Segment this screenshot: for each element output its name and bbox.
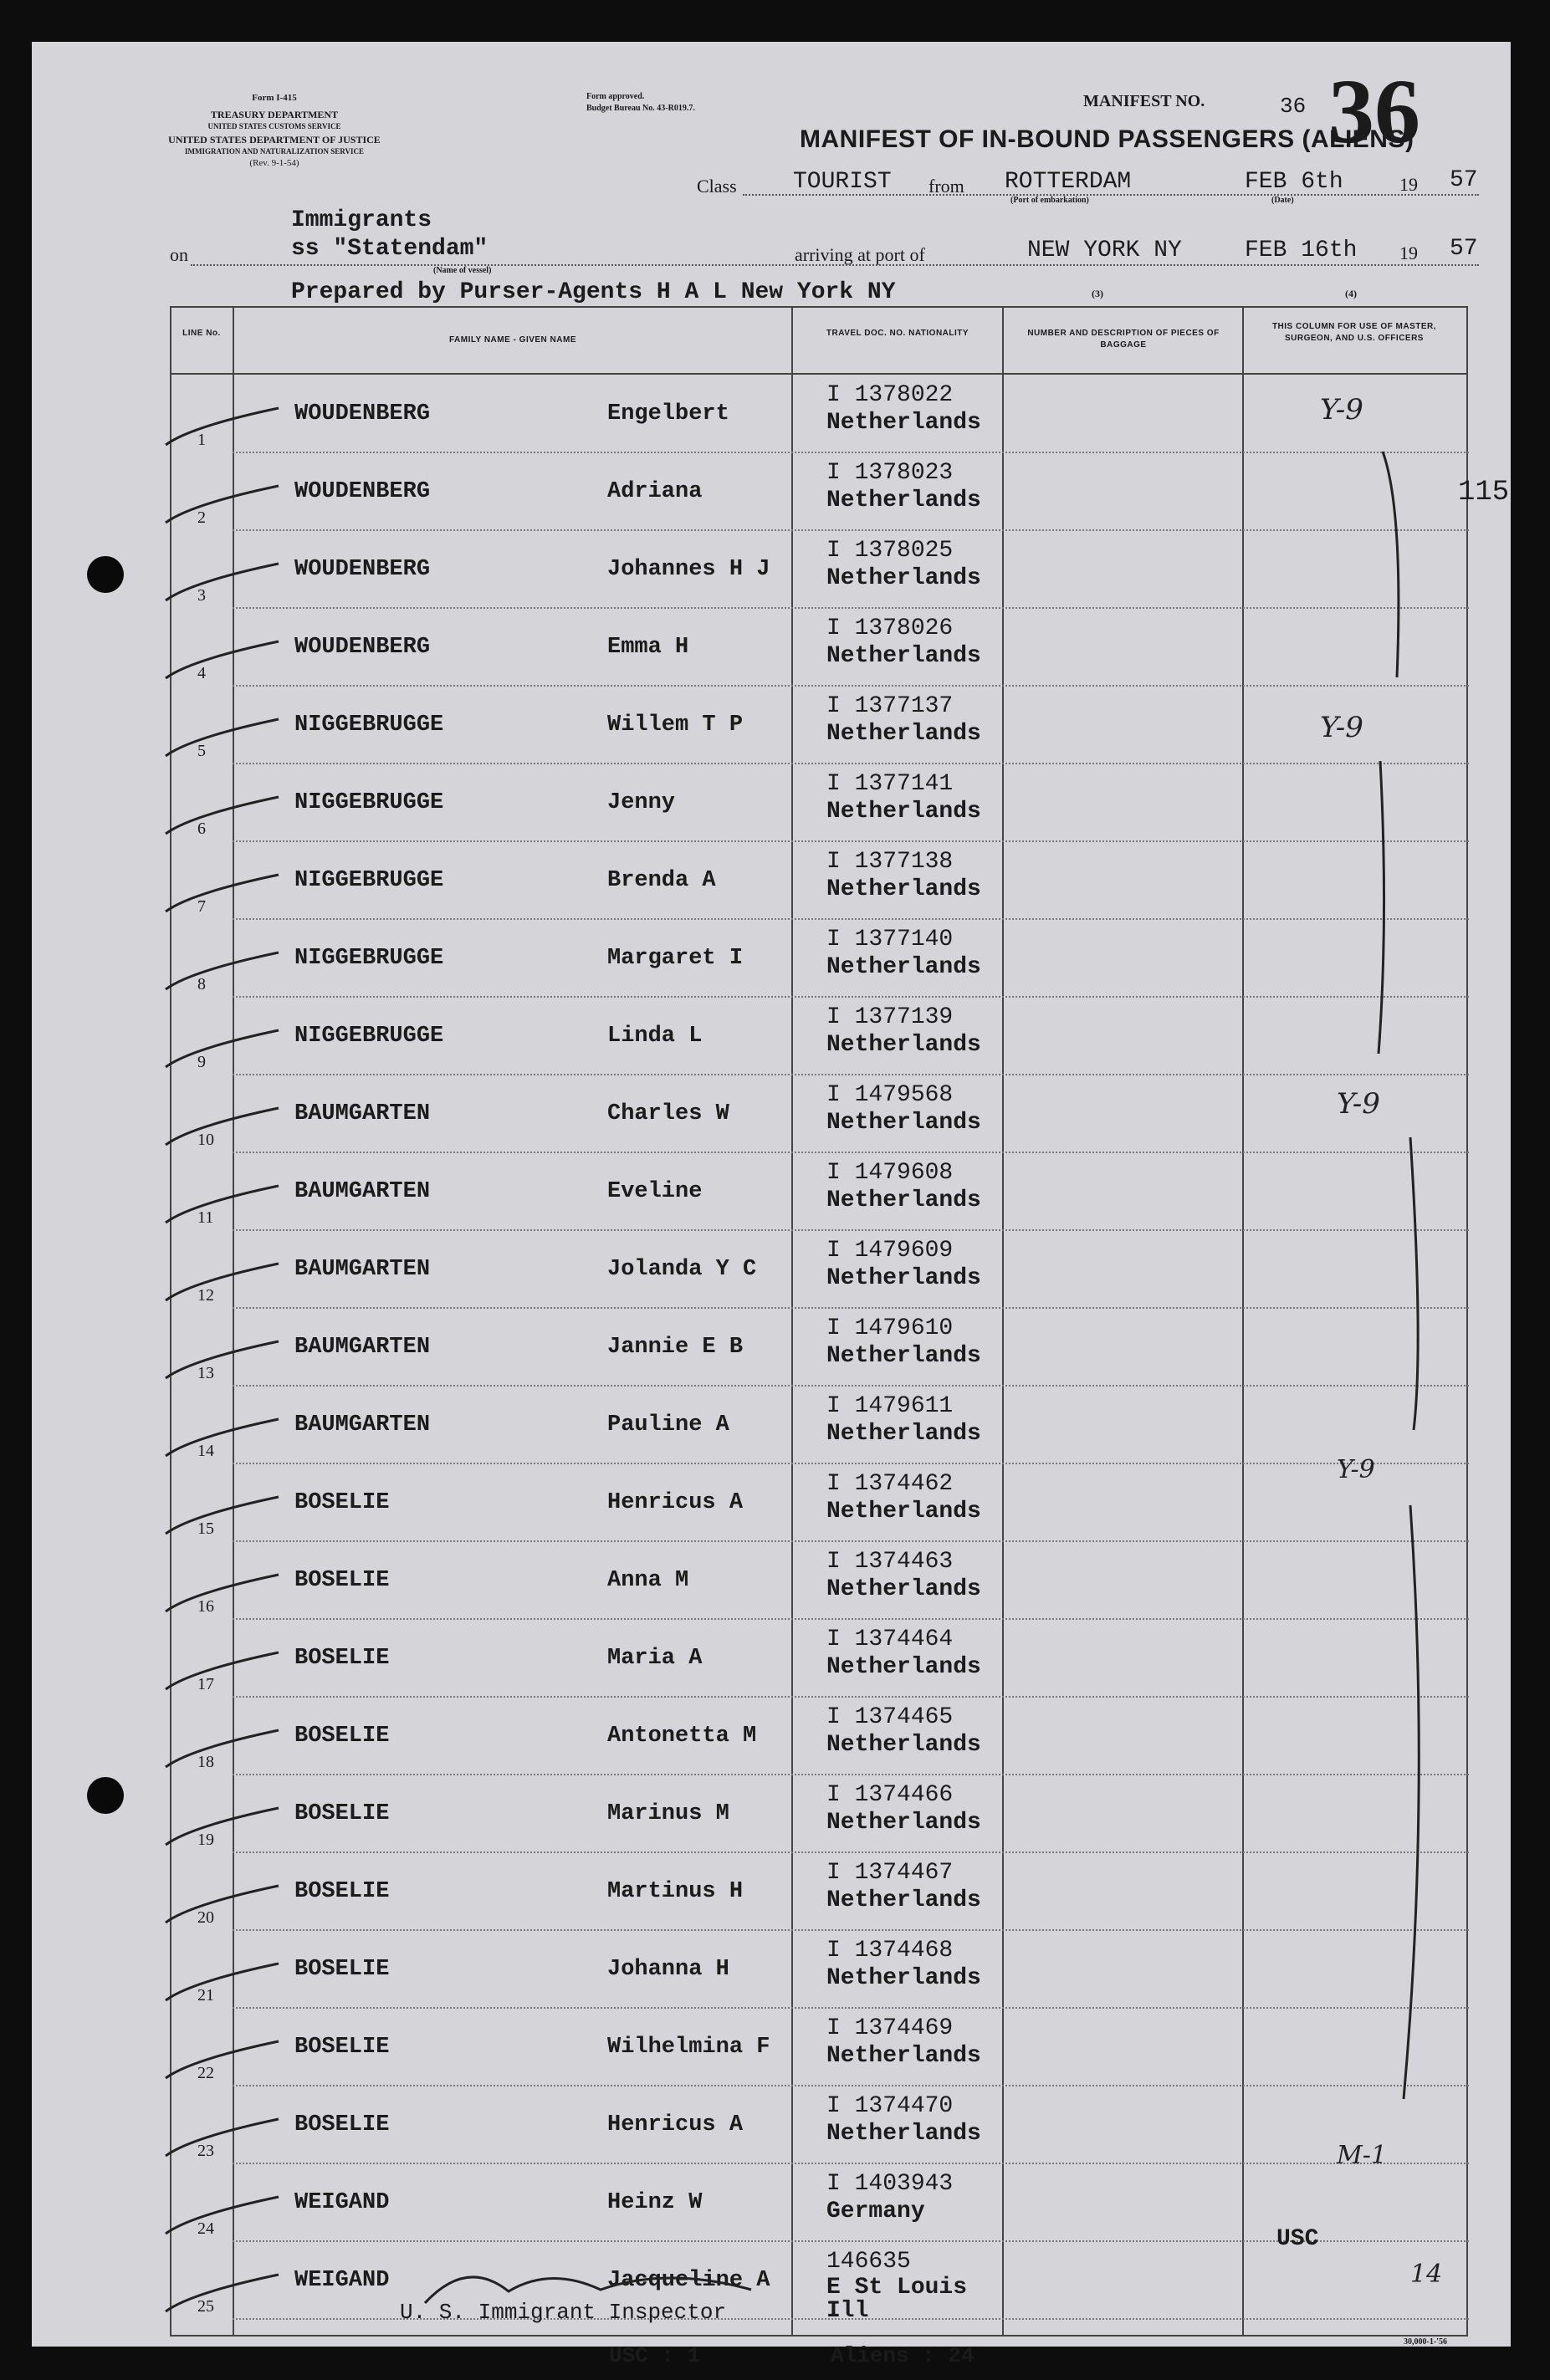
given-name: Henricus A: [607, 1490, 744, 1515]
nationality: Netherlands: [826, 1576, 981, 1602]
family-name: BAUMGARTEN: [294, 1101, 431, 1126]
travel-doc-number: I 1479568: [826, 1082, 954, 1108]
line-number: 10: [197, 1131, 214, 1149]
given-name: Wilhelmina F: [607, 2035, 770, 2060]
line-number: 22: [197, 2064, 214, 2082]
port-embarkation-caption: (Port of embarkation): [1010, 196, 1089, 205]
justice-dept: UNITED STATES DEPARTMENT OF JUSTICE: [168, 134, 381, 146]
travel-doc-number: I 1374469: [826, 2015, 954, 2041]
line-number: 13: [197, 1364, 214, 1382]
given-name: Adriana: [607, 479, 703, 504]
inspector-label: U. S. Immigrant Inspector: [400, 2300, 727, 2325]
nationality: Netherlands: [826, 488, 981, 513]
arrival-year-prefix: 19: [1399, 243, 1418, 263]
line-number: 16: [197, 1597, 214, 1616]
travel-doc-number: I 1374463: [826, 1549, 954, 1575]
vessel-name: ss "Statendam": [291, 236, 489, 262]
manifest-no-small: 36: [1280, 94, 1307, 119]
nationality: Netherlands: [826, 1032, 981, 1058]
family-name: NIGGEBRUGGE: [294, 1024, 444, 1049]
family-name: WOUDENBERG: [294, 557, 431, 582]
family-name: BOSELIE: [294, 1646, 390, 1671]
year-prefix: 19: [1399, 174, 1418, 195]
annotation-group-5: M-1: [1337, 2141, 1387, 2170]
bracket-group-4: [1404, 1505, 1419, 2099]
nationality: Netherlands: [826, 876, 981, 902]
manifest-no-big: 36: [1328, 60, 1420, 162]
departure-year: 57: [1450, 167, 1478, 193]
travel-doc-number: I 1479609: [826, 1238, 954, 1264]
given-name: Heinz W: [607, 2190, 703, 2215]
family-name: BOSELIE: [294, 2035, 390, 2060]
col-travel-doc: TRAVEL DOC. NO. NATIONALITY: [826, 329, 969, 338]
travel-doc-number: I 1374464: [826, 1627, 954, 1652]
line-number: 21: [197, 1986, 214, 2005]
vessel-type: Immigrants: [291, 207, 432, 233]
given-name: Jacqueline A: [607, 2268, 770, 2293]
nationality: Netherlands: [826, 1265, 981, 1291]
family-name: BAUMGARTEN: [294, 1335, 431, 1360]
class-label: Class: [697, 176, 737, 197]
travel-doc-number: I 1374467: [826, 1860, 954, 1886]
nationality: Netherlands: [826, 1965, 981, 1991]
nationality: Netherlands: [826, 2043, 981, 2069]
col-baggage: NUMBER AND DESCRIPTION OF PIECES OF BAGGAGE: [1027, 329, 1220, 350]
family-name: WEIGAND: [294, 2268, 390, 2293]
caption-3: (3): [1092, 288, 1103, 299]
count-note: 115: [1458, 477, 1510, 508]
line-number: 9: [197, 1053, 206, 1071]
given-name: Jannie E B: [607, 1335, 744, 1360]
travel-doc-number: I 1377141: [826, 771, 954, 797]
travel-doc-number: I 1479610: [826, 1315, 954, 1341]
travel-doc-number: I 1377140: [826, 927, 954, 953]
annotation-group-3: Y-9: [1337, 1087, 1380, 1121]
given-name: Antonetta M: [607, 1724, 757, 1749]
manifest-no-label: MANIFEST NO.: [1083, 92, 1205, 110]
form-code: 30,000-1-'56: [1404, 2337, 1447, 2347]
bracket-lines: [32, 42, 1511, 2347]
form-approved: Form approved.: [586, 92, 645, 101]
line-number: 7: [197, 897, 206, 916]
footer-aliens: Aliens : 24: [831, 2343, 975, 2368]
given-name: Margaret I: [607, 946, 744, 971]
given-name: Henricus A: [607, 2112, 744, 2137]
nationality: Netherlands: [826, 1343, 981, 1369]
travel-doc-number: I 1403943: [826, 2171, 954, 2197]
nationality: Netherlands: [826, 1421, 981, 1447]
family-name: WEIGAND: [294, 2190, 390, 2215]
date-caption: (Date): [1271, 196, 1294, 205]
line-number: 20: [197, 1908, 214, 1927]
line-number: 25: [197, 2297, 214, 2316]
given-name: Willem T P: [607, 712, 744, 738]
line-number: 19: [197, 1831, 214, 1849]
travel-doc-number: I 1378022: [826, 382, 954, 408]
family-name: WOUDENBERG: [294, 635, 431, 660]
given-name: Emma H: [607, 635, 689, 660]
nationality: Netherlands: [826, 2121, 981, 2147]
given-name: Johannes H J: [607, 557, 770, 582]
family-name: BAUMGARTEN: [294, 1179, 431, 1204]
given-name: Pauline A: [607, 1412, 729, 1438]
caption-4: (4): [1345, 288, 1357, 299]
travel-doc-number: 146635: [826, 2249, 911, 2275]
line-number: 6: [197, 820, 206, 838]
annotation-group-1: Y-9: [1320, 393, 1363, 426]
class-value: TOURIST: [793, 169, 892, 195]
family-name: WOUDENBERG: [294, 479, 431, 504]
port-embarkation: ROTTERDAM: [1005, 169, 1132, 195]
from-label: from: [928, 176, 964, 197]
nationality: E St Louis Ill: [826, 2275, 968, 2324]
arrival-year: 57: [1450, 236, 1478, 262]
travel-doc-number: I 1378025: [826, 538, 954, 564]
family-name: NIGGEBRUGGE: [294, 868, 444, 893]
nationality: Germany: [826, 2199, 925, 2224]
travel-doc-number: I 1374470: [826, 2093, 954, 2119]
given-name: Charles W: [607, 1101, 729, 1126]
nationality: Netherlands: [826, 643, 981, 669]
family-name: BOSELIE: [294, 1568, 390, 1593]
annotation-group-2: Y-9: [1320, 711, 1363, 744]
given-name: Brenda A: [607, 868, 716, 893]
nationality: Netherlands: [826, 799, 981, 825]
page-title: MANIFEST OF IN-BOUND PASSENGERS (ALIENS): [800, 125, 1414, 153]
travel-doc-number: I 1378023: [826, 460, 954, 486]
departure-date: FEB 6th: [1245, 169, 1343, 195]
nationality: Netherlands: [826, 954, 981, 980]
line-number: 12: [197, 1286, 214, 1305]
usc-note: USC: [1276, 2226, 1319, 2252]
travel-doc-number: I 1374462: [826, 1471, 954, 1497]
travel-doc-number: I 1374465: [826, 1704, 954, 1730]
port-arrival: NEW YORK NY: [1027, 237, 1182, 263]
line-number: 17: [197, 1675, 214, 1693]
travel-doc-number: I 1374468: [826, 1938, 954, 1964]
nationality: Netherlands: [826, 410, 981, 436]
line-number: 2: [197, 508, 206, 527]
family-name: NIGGEBRUGGE: [294, 790, 444, 815]
line-number: 1: [197, 431, 206, 449]
travel-doc-number: I 1374466: [826, 1782, 954, 1808]
family-name: WOUDENBERG: [294, 401, 431, 426]
given-name: Maria A: [607, 1646, 703, 1671]
family-name: BAUMGARTEN: [294, 1257, 431, 1282]
nationality: Netherlands: [826, 1499, 981, 1525]
prepared-by: Prepared by Purser-Agents H A L New York NY: [291, 279, 896, 305]
family-name: BAUMGARTEN: [294, 1412, 431, 1438]
manifest-sheet: [32, 42, 1511, 2368]
given-name: Marinus M: [607, 1801, 729, 1826]
travel-doc-number: I 1479608: [826, 1160, 954, 1186]
footer-usc: USC : 1: [609, 2343, 701, 2368]
nationality: Netherlands: [826, 1654, 981, 1680]
travel-doc-number: I 1479611: [826, 1393, 954, 1419]
family-name: BOSELIE: [294, 1801, 390, 1826]
travel-doc-number: I 1377139: [826, 1004, 954, 1030]
travel-doc-number: I 1378026: [826, 615, 954, 641]
given-name: Engelbert: [607, 401, 729, 426]
nationality: Netherlands: [826, 1732, 981, 1758]
given-name: Martinus H: [607, 1879, 744, 1904]
form-revision: (Rev. 9-1-54): [249, 158, 299, 168]
family-name: BOSELIE: [294, 2112, 390, 2137]
nationality: Netherlands: [826, 1810, 981, 1836]
given-name: Linda L: [607, 1024, 703, 1049]
on-label: on: [170, 244, 188, 265]
treasury-dept: TREASURY DEPARTMENT: [210, 109, 339, 120]
line-number: 5: [197, 742, 206, 760]
given-name: Anna M: [607, 1568, 689, 1593]
col-line-no: LINE No.: [182, 329, 221, 338]
line-number: 18: [197, 1753, 214, 1771]
family-name: BOSELIE: [294, 1957, 390, 1982]
given-name: Jenny: [607, 790, 676, 815]
travel-doc-number: I 1377137: [826, 693, 954, 719]
form-number: Form I-415: [252, 93, 297, 103]
family-name: BOSELIE: [294, 1879, 390, 1904]
family-name: BOSELIE: [294, 1490, 390, 1515]
annotation-group-4: Y-9: [1337, 1455, 1375, 1484]
line-number: 11: [197, 1208, 214, 1227]
line-number: 24: [197, 2219, 214, 2238]
arriving-label: arriving at port of: [795, 244, 925, 265]
given-name: Eveline: [607, 1179, 703, 1204]
line-number: 14: [197, 1442, 214, 1460]
line-number: 23: [197, 2142, 214, 2160]
page-note: 14: [1410, 2260, 1443, 2289]
bracket-group-1: [1383, 452, 1399, 677]
bracket-group-3: [1410, 1137, 1418, 1430]
arrival-date: FEB 16th: [1245, 237, 1358, 263]
ins-service: IMMIGRATION AND NATURALIZATION SERVICE: [185, 147, 364, 156]
line-number: 15: [197, 1519, 214, 1538]
nationality: Netherlands: [826, 565, 981, 591]
line-number: 4: [197, 664, 206, 682]
vessel-caption: (Name of vessel): [433, 266, 492, 275]
col-name: FAMILY NAME - GIVEN NAME: [448, 335, 576, 345]
family-name: BOSELIE: [294, 1724, 390, 1749]
col-officers: THIS COLUMN FOR USE OF MASTER, SURGEON, AND U.S. OFFICERS: [1271, 322, 1437, 343]
family-name: NIGGEBRUGGE: [294, 712, 444, 738]
nationality: Netherlands: [826, 1887, 981, 1913]
line-number: 8: [197, 975, 206, 993]
nationality: Netherlands: [826, 1110, 981, 1136]
given-name: Johanna H: [607, 1957, 729, 1982]
nationality: Netherlands: [826, 721, 981, 747]
nationality: Netherlands: [826, 1187, 981, 1213]
travel-doc-number: I 1377138: [826, 849, 954, 875]
bracket-group-2: [1379, 761, 1384, 1054]
given-name: Jolanda Y C: [607, 1257, 757, 1282]
line-number: 3: [197, 586, 206, 605]
family-name: NIGGEBRUGGE: [294, 946, 444, 971]
budget-bureau: Budget Bureau No. 43-R019.7.: [586, 104, 695, 113]
customs-service: UNITED STATES CUSTOMS SERVICE: [207, 122, 341, 130]
